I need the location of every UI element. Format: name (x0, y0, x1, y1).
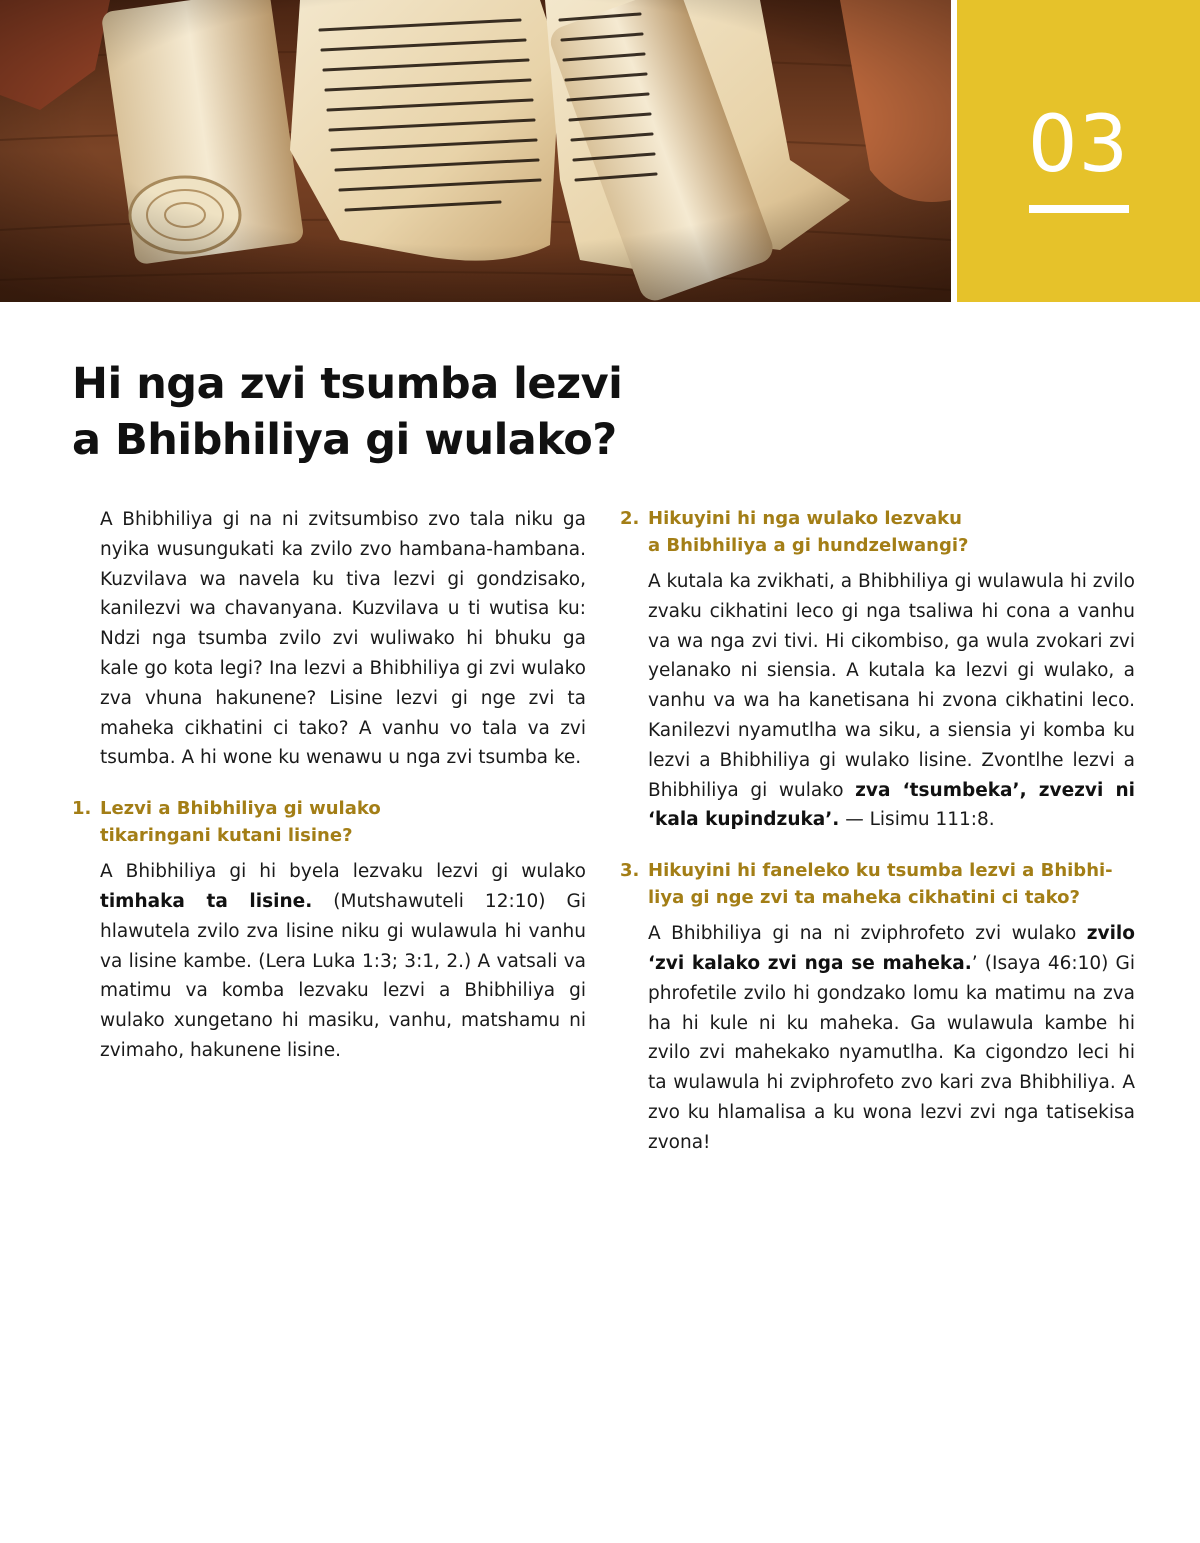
answer-text: A kutala ka zvikhati, a Bhibhiliya gi wulawula hi zvilo zvaku cikhatini leco gi nga tsaliwa hi cona a vanhu va wa nga zvi tivi. Hi cikombiso, ga wula zvokari zvi yelanako ni siensia. A kutala ka lezvi gi wulako, a vanhu va wa ha kanetisana hi zvona cikhatini leco. Kanilezvi nyamutlha wa siku, a siensia yi komba ku lezvi a Bhibhiliya gi wulako lisine. Zvontlhe lezvi a Bhibhiliya gi wulako (648, 571, 1135, 801)
chapter-number: 03 (1027, 100, 1130, 190)
question-line: Lezvi a Bhibhiliya gi wulako (100, 798, 381, 820)
answer-emphasis: zva ‘tsumbeka’, zvezvi ni ‘kala kupindzuka’. (648, 779, 1135, 831)
answer-emphasis: timhaka ta lisine. (100, 890, 313, 912)
chapter-underline (1029, 205, 1129, 213)
question-text (100, 795, 381, 849)
page-title-line2: a Bhibhiliya gi wulako? (72, 415, 617, 465)
question-3 (620, 857, 1135, 911)
question-number: 3. (620, 860, 640, 882)
question-2 (620, 505, 1135, 559)
answer-text: A Bhibhiliya gi na ni zviphrofeto zvi wulako (648, 923, 1087, 945)
page-title (72, 356, 772, 468)
answer-paragraph-2 (648, 567, 1135, 835)
right-column (620, 505, 1135, 1180)
question-text (648, 505, 968, 559)
scrolls-illustration (0, 0, 951, 302)
answer-text: — Lisimu 111:8. (839, 809, 995, 831)
answer-text: ’ (Isaya 46:10) Gi phrofetile zvilo hi gondzako lomu ka matimu na zva ha hi kule ni ku maheka. Ga wulawula kambe hi zvilo zvi mahekako nyamutlha. Ka cigondzo leci hi ta wulawula hi zviphrofeto zvo kari zva Bhibhiliya. A zvo ku hlamalisa a ku wona lezvi zvi nga tatisekisa zvona! (648, 952, 1135, 1153)
question-line: liya gi nge zvi ta maheka cikhatini ci tako? (648, 887, 1080, 909)
intro-paragraph: A Bhibhiliya gi na ni zvitsumbiso zvo tala niku ga nyika wusungukati ka zvilo zvo hambana-hambana. Kuzvilava wa navela ku tiva lezvi gi gondzisako, kanilezvi wa chavanyana. Kuzvilava u ti wutisa ku: Ndzi nga tsumba zvilo zvi wuliwako hi bhuku ga kale go kota legi? Ina lezvi a Bhibhiliya gi zvi wulako zva vhuna hakunene? Lisine lezvi gi nge zvi ta maheka cikhatini ci tako? A vanhu vo tala va zvi tsumba. A hi wone ku wenawu u nga zvi tsumba ke. (100, 509, 586, 769)
question-line: Hikuyini hi faneleko ku tsumba lezvi a Bhibhi- (648, 860, 1113, 882)
answer-text: (Mutshawuteli 12:10) Gi hlawutela zvilo zva lisine niku gi wulawula hi vanhu va lisine kambe. (Lera Luka 1:3; 3:1, 2.) A vatsali va matimu va komba lezvaku lezvi a Bhibhiliya gi wulako xungetano hi masiku, vanhu, matshamu ni zvimaho, hakunene lisine. (100, 890, 586, 1061)
chapter-badge (957, 0, 1200, 302)
left-column (72, 505, 586, 1088)
answer-emphasis: zvilo ‘zvi kalako zvi nga se maheka. (648, 923, 1135, 974)
question-line: tikaringani kutani lisine? (100, 825, 353, 847)
answer-text: A Bhibhiliya gi hi byela lezvaku lezvi gi wulako (100, 861, 586, 883)
question-number: 2. (620, 508, 640, 529)
hero-image (0, 0, 951, 302)
answer-paragraph-1 (100, 857, 586, 1066)
question-number: 1. (72, 798, 92, 820)
question-line: a Bhibhiliya a gi hundzelwangi? (648, 535, 969, 556)
answer-paragraph-3 (648, 919, 1135, 1157)
page-title-line1: Hi nga zvi tsumba lezvi (72, 359, 623, 409)
question-line: Hikuyini hi nga wulako lezvaku (648, 508, 962, 529)
question-text (648, 857, 1113, 911)
question-1 (72, 795, 586, 849)
